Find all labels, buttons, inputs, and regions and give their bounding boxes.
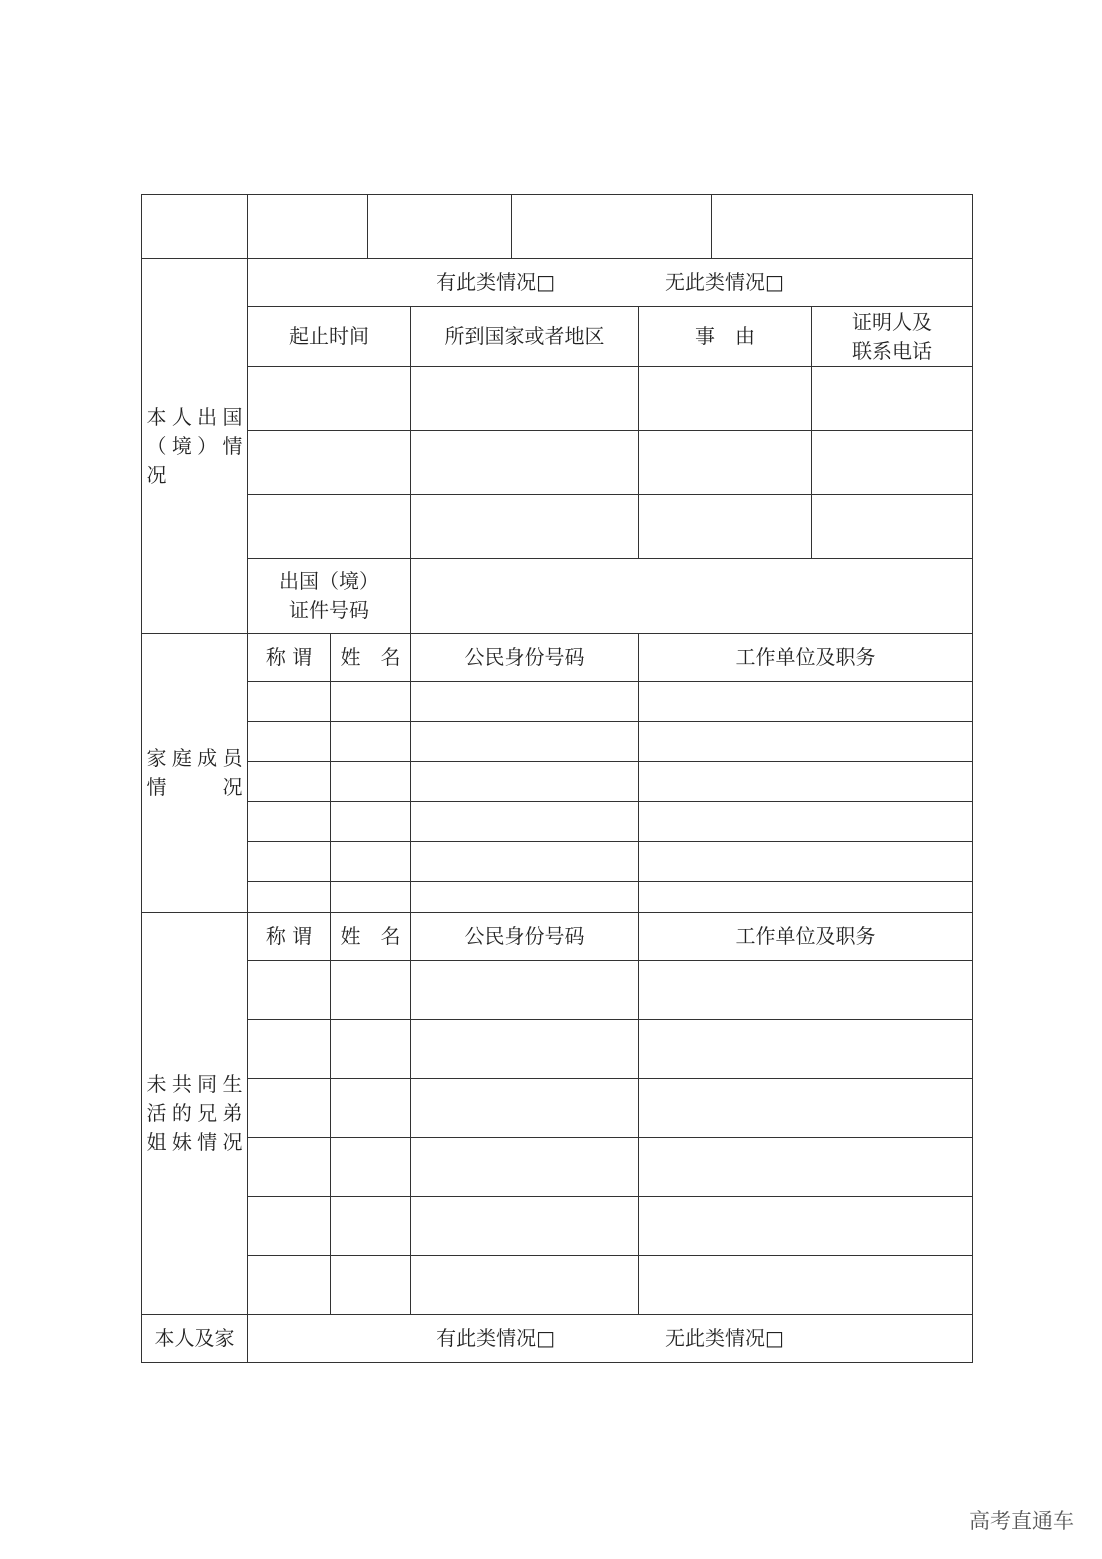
family-section-label: 家庭成员 情 况 [142, 634, 248, 913]
name-cell[interactable] [331, 882, 411, 913]
name-cell[interactable] [331, 1020, 411, 1079]
reason-cell[interactable] [639, 495, 812, 559]
top-row [142, 195, 973, 259]
employer-cell[interactable] [639, 961, 973, 1020]
family-row [142, 682, 973, 722]
passport-label: 出国（境） 证件号码 [248, 559, 411, 634]
header-id-number: 公民身份号码 [411, 913, 639, 961]
header-id-number: 公民身份号码 [411, 634, 639, 682]
destination-cell[interactable] [411, 431, 639, 495]
employer-cell[interactable] [639, 1020, 973, 1079]
name-cell[interactable] [331, 1079, 411, 1138]
last-section-row [142, 1315, 973, 1363]
declaration-form [141, 194, 973, 1363]
reason-cell[interactable] [639, 431, 812, 495]
abroad-row [142, 431, 973, 495]
employer-cell[interactable] [639, 1197, 973, 1256]
reason-cell[interactable] [639, 367, 812, 431]
last-no-option[interactable]: 无此类情况□ [665, 1326, 784, 1350]
last-section-label: 本人及家 [142, 1315, 248, 1363]
relation-cell[interactable] [248, 682, 331, 722]
header-destination: 所到国家或者地区 [411, 307, 639, 367]
abroad-yes-option[interactable]: 有此类情况□ [436, 270, 555, 294]
relation-cell[interactable] [248, 961, 331, 1020]
employer-cell[interactable] [639, 762, 973, 802]
abroad-row [142, 495, 973, 559]
last-section-options [248, 1315, 973, 1363]
destination-cell[interactable] [411, 495, 639, 559]
header-relation: 称 谓 [248, 634, 331, 682]
family-row [142, 842, 973, 882]
header-name: 姓 名 [331, 634, 411, 682]
employer-cell[interactable] [639, 842, 973, 882]
header-name: 姓 名 [331, 913, 411, 961]
relation-cell[interactable] [248, 842, 331, 882]
family-row [142, 802, 973, 842]
abroad-options [248, 259, 973, 307]
family-row [142, 882, 973, 913]
employer-cell[interactable] [639, 1256, 973, 1315]
name-cell[interactable] [331, 682, 411, 722]
witness-cell[interactable] [812, 495, 973, 559]
header-employer: 工作单位及职务 [639, 913, 973, 961]
top-row-cell[interactable] [512, 195, 712, 259]
name-cell[interactable] [331, 762, 411, 802]
passport-row [142, 559, 973, 634]
employer-cell[interactable] [639, 802, 973, 842]
relation-cell[interactable] [248, 762, 331, 802]
siblings-row [142, 1138, 973, 1197]
period-cell[interactable] [248, 495, 411, 559]
abroad-no-option[interactable]: 无此类情况□ [665, 270, 784, 294]
name-cell[interactable] [331, 1256, 411, 1315]
relation-cell[interactable] [248, 882, 331, 913]
id-number-cell[interactable] [411, 1020, 639, 1079]
witness-cell[interactable] [812, 431, 973, 495]
header-reason: 事 由 [639, 307, 812, 367]
passport-number-field[interactable] [411, 559, 973, 634]
id-number-cell[interactable] [411, 1138, 639, 1197]
relation-cell[interactable] [248, 1256, 331, 1315]
id-number-cell[interactable] [411, 882, 639, 913]
abroad-header-row [142, 307, 973, 367]
watermark-text: 高考直通车 [969, 1509, 1074, 1533]
family-row [142, 722, 973, 762]
relation-cell[interactable] [248, 722, 331, 762]
employer-cell[interactable] [639, 682, 973, 722]
top-row-cell[interactable] [712, 195, 973, 259]
abroad-section-label: 本人出国 （境）情况 [142, 259, 248, 634]
name-cell[interactable] [331, 1197, 411, 1256]
header-witness: 证明人及 联系电话 [812, 307, 973, 367]
id-number-cell[interactable] [411, 722, 639, 762]
relation-cell[interactable] [248, 1020, 331, 1079]
employer-cell[interactable] [639, 1138, 973, 1197]
witness-cell[interactable] [812, 367, 973, 431]
period-cell[interactable] [248, 431, 411, 495]
id-number-cell[interactable] [411, 961, 639, 1020]
header-employer: 工作单位及职务 [639, 634, 973, 682]
last-yes-option[interactable]: 有此类情况□ [436, 1326, 555, 1350]
siblings-row [142, 961, 973, 1020]
relation-cell[interactable] [248, 802, 331, 842]
employer-cell[interactable] [639, 722, 973, 762]
id-number-cell[interactable] [411, 1256, 639, 1315]
name-cell[interactable] [331, 722, 411, 762]
siblings-row [142, 1256, 973, 1315]
relation-cell[interactable] [248, 1197, 331, 1256]
top-row-label [142, 195, 248, 259]
period-cell[interactable] [248, 367, 411, 431]
family-row [142, 762, 973, 802]
id-number-cell[interactable] [411, 842, 639, 882]
id-number-cell[interactable] [411, 1197, 639, 1256]
employer-cell[interactable] [639, 1079, 973, 1138]
name-cell[interactable] [331, 1138, 411, 1197]
siblings-row [142, 1079, 973, 1138]
name-cell[interactable] [331, 842, 411, 882]
id-number-cell[interactable] [411, 682, 639, 722]
relation-cell[interactable] [248, 1138, 331, 1197]
id-number-cell[interactable] [411, 1079, 639, 1138]
id-number-cell[interactable] [411, 762, 639, 802]
family-header-row [142, 634, 973, 682]
employer-cell[interactable] [639, 882, 973, 913]
siblings-section-label: 未共同生 活的兄弟 姐妹情况 [142, 913, 248, 1315]
header-relation: 称 谓 [248, 913, 331, 961]
siblings-row [142, 1197, 973, 1256]
top-row-cell[interactable] [248, 195, 368, 259]
name-cell[interactable] [331, 802, 411, 842]
siblings-header-row [142, 913, 973, 961]
abroad-row [142, 367, 973, 431]
top-row-cell[interactable] [368, 195, 512, 259]
destination-cell[interactable] [411, 367, 639, 431]
id-number-cell[interactable] [411, 802, 639, 842]
name-cell[interactable] [331, 961, 411, 1020]
relation-cell[interactable] [248, 1079, 331, 1138]
siblings-row [142, 1020, 973, 1079]
header-period: 起止时间 [248, 307, 411, 367]
